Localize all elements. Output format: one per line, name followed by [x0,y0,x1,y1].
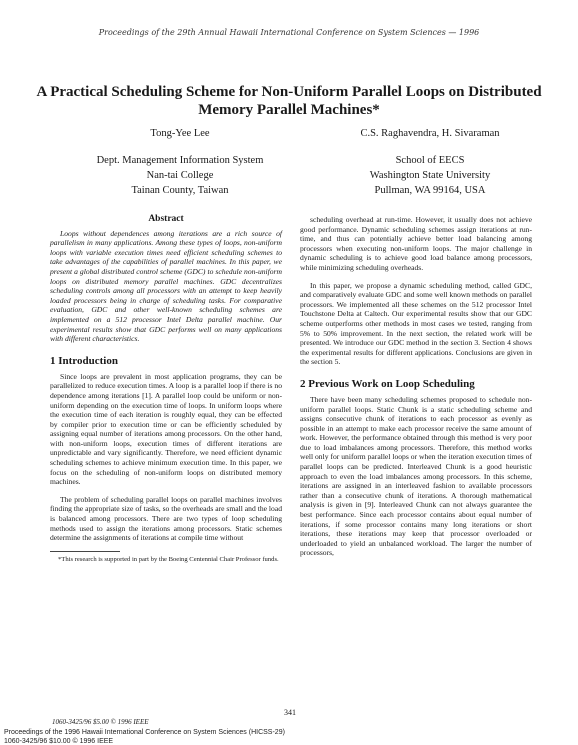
affiliation-line: Pullman, WA 99164, USA [374,185,486,196]
author-name: Tong-Yee Lee [150,128,210,139]
section-heading: 1 Introduction [50,354,118,367]
body-paragraph: scheduling overhead at run-time. However, it usually does not achieve good performance. Dynamic scheduling schemes assign iterations at run-time, and thus can potentially achieve better load balancing among processors when executing non-uniform loops. The major challenge in dynamic scheduling is to achieve good load balance among processors, while minimizing scheduling overheads. [300,215,532,272]
affiliation-line: Tainan County, Taiwan [131,185,229,196]
page-number: 341 [284,708,296,717]
abstract-text: Loops without dependences among iterations are a rich source of parallelism in many applications. Among these types of loops, non-uniform loops with variable execution times need efficient scheduling schemes to take advantages of the capabilities of parallel machines. In this paper, we present a global distributed control scheme (GDC) to schedule non-uniform loops on distributed memory parallel machines. GDC decentralizes scheduling controls among all processors with an attempt to keep heavily loaded processors being in charge of scheduling tasks. For comparative evaluation, GDC and other well-known scheduling schemes are implemented on a 512 processor Intel Delta parallel machine. Our experimental results show that GDC performs well on many applications with different characteristics. [50,228,282,344]
footnote-divider [50,551,120,552]
author-name: C.S. Raghavendra, H. Sivaraman [360,128,500,139]
paper-title: A Practical Scheduling Scheme for Non-Uniform Parallel Loops on Distributed Memory Parallel Machines* [36,84,542,118]
running-head: Proceedings of the 29th Annual Hawaii International Conference on System Sciences — 1996 [98,28,480,37]
affiliation-line: School of EECS [395,155,465,166]
body-paragraph: There have been many scheduling schemes proposed to schedule non-uniform parallel loops. Static Chunk is a static scheduling scheme and assigns consecutive chunk of iterations to each processor as evenly as possible in an attempt to make each processor receive the same amount of work. However, the performance obtained through this method is very poor due to load imbalances among processors. Therefore, this method works well only for uniform parallel loops or when the iteration execution times of parallel loops can be predicted. Interleaved Chunk is a good heuristic approach to even the load imbalances among processors. In this scheme, iterations are assigned in an interleaved fashion to available processors rather than a consecutive chunk of iterations. A thorough mathematical analysis is given in [9]. Interleaved Chunk can not always guarantee the best performance. Since each processor contains about equal number of iterations, if some processor contains many long iterations or short iterations, these iterations may keep that processor overloaded or underloaded to yield an unbalanced workload. The larger the number of processors, [300,394,532,558]
author-block-right [310,126,550,198]
footer [4,728,285,745]
abstract-heading: Abstract [148,214,184,224]
left-column [50,215,282,564]
affiliation-line: Washington State University [369,170,491,181]
author-block-left [70,126,290,198]
affiliation-line: Nan-tai College [146,170,214,181]
footnote: *This research is supported in part by the Boeing Centennial Chair Professor funds. [58,555,279,563]
body-paragraph: The problem of scheduling parallel loops on parallel machines involves finding the appropriate size of tasks, so the overheads are small and the load is balanced among processors. There are two types of loop scheduling methods used to assign the iterations among processors. Static schemes determine the assignments of iterations at compile time without [50,494,282,543]
section-heading: 2 Previous Work on Loop Scheduling [300,377,475,390]
body-paragraph: Since loops are prevalent in most application programs, they can be parallelized to reduce execution times. A loop is a parallel loop if there is no dependence among iterations [1]. A parallel loop could be uniform or non-uniform depending on the execution time of loops. In uniform loops where the execution time of each iteration is roughly equal, they can be effected by compiler prior to execution time or can be efficiently scheduled by assigning equal number of iterations among processors. On the other hand, with non-uniform loops, execution times of different iterations are unpredictable and vary significantly. Therefore, we need efficient dynamic scheduling schemes to achieve minimum execution time. In this paper, we focus on the scheduling of non-uniform loops on distributed memory machines. [50,371,282,487]
footer-line: 1060-3425/96 $10.00 © 1996 IEEE [4,738,114,745]
footer-line: Proceedings of the 1996 Hawaii International Conference on System Sciences (HICSS-29) [4,729,285,736]
body-paragraph: In this paper, we propose a dynamic scheduling method, called GDC, and comparatively evaluate GDC and some well known methods on parallel processors. We implemented all these schemes on the 512 processor Intel Touchstone Delta at Caltech. Our experimental results show that our GDC scheme outperforms other methods in most cases we tested, ranging from 5% to 50% improvement. In the next section, the related work will be presented. We introduce our GDC method in the section 3. Section 4 shows the experimental results for different applications. Conclusions are given in the section 5. [300,280,532,367]
copyright-line: 1060-3425/96 $5.00 © 1996 IEEE [52,718,149,726]
affiliation-line: Dept. Management Information System [96,155,264,166]
right-column [300,215,532,566]
